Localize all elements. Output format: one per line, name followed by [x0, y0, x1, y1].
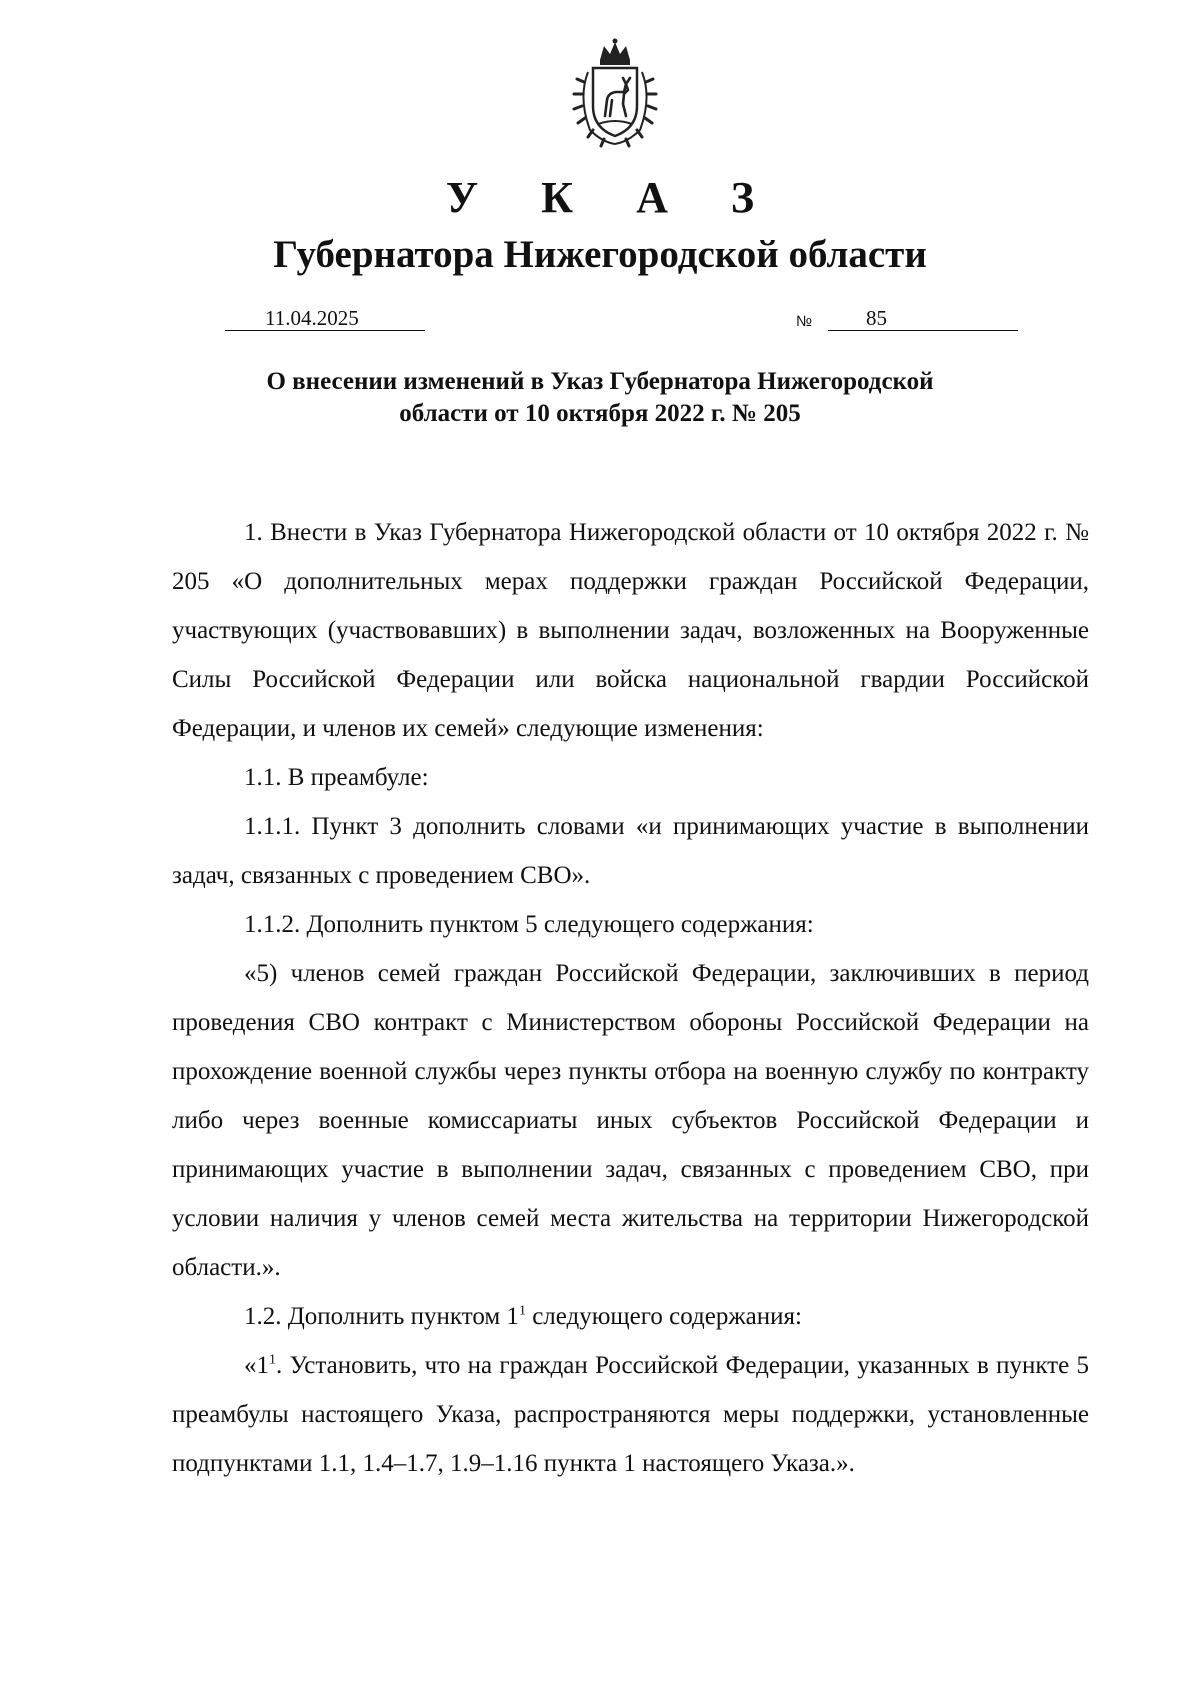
superscript: 1 [269, 1352, 276, 1368]
paragraph-quote-start: «1 [244, 1352, 269, 1379]
paragraph-1-2-text: 1.2. Дополнить пунктом 1 [244, 1303, 519, 1330]
decree-subject [0, 366, 1200, 430]
decree-body [172, 508, 1089, 1488]
subject-line-1: О внесении изменений в Указ Губернатора Нижегородской [266, 368, 934, 395]
paragraph-quote-1-1 [172, 1341, 1089, 1488]
decree-number: 85 [866, 306, 887, 330]
decree-title: У К А З [445, 173, 781, 222]
decree-date-field [225, 300, 425, 331]
paragraph-quote-text: . Установить, что на граждан Российской Федерации, указанных в пункте 5 преамбулы настоящего Указа, распространяются меры поддержки, установленные подпунктами 1.1, 1.4–1.7, 1.9–1.16 пункта 1 настоящего Указа.». [172, 1352, 1089, 1477]
paragraph-1: 1. Внести в Указ Губернатора Нижегородской области от 10 октября 2022 г. № 205 «О дополнительных мерах поддержки граждан Российской Федерации, участвующих (участвовавших) в выполнении задач, возложенных на Вооруженные Силы Российской Федерации или войска национальной гвардии Российской Федерации, и членов их семей» следующие изменения: [172, 519, 1089, 742]
subject-line-2: области от 10 октября 2022 г. № 205 [399, 400, 801, 427]
number-sign: № [796, 313, 813, 330]
decree-number-field [828, 300, 1018, 331]
superscript: 1 [518, 1303, 526, 1319]
paragraph-quote-5: «5) членов семей граждан Российской Федерации, заключивших в период проведения СВО контракт с Министерством обороны Российской Федерации на прохождение военной службы через пункты отбора на военную службу по контракту либо через военные комиссариаты иных субъектов Российской Федерации и принимающих участие в выполнении задач, связанных с проведением СВО, при условии наличия у членов семей места жительства на территории Нижегородской области.». [172, 960, 1089, 1281]
paragraph-1-1-2: 1.1.2. Дополнить пунктом 5 следующего содержания: [244, 911, 814, 938]
coat-of-arms-icon [560, 38, 670, 148]
decree-authority: Губернатора Нижегородской области [273, 233, 927, 276]
paragraph-1-1-1: 1.1.1. Пункт 3 дополнить словами «и принимающих участие в выполнении задач, связанных с проведением СВО». [172, 813, 1089, 889]
paragraph-1-2-text-end: следующего содержания: [525, 1303, 802, 1330]
paragraph-1-1: 1.1. В преамбуле: [244, 764, 429, 791]
paragraph-1-2 [172, 1292, 1089, 1341]
decree-date: 11.04.2025 [265, 306, 359, 330]
